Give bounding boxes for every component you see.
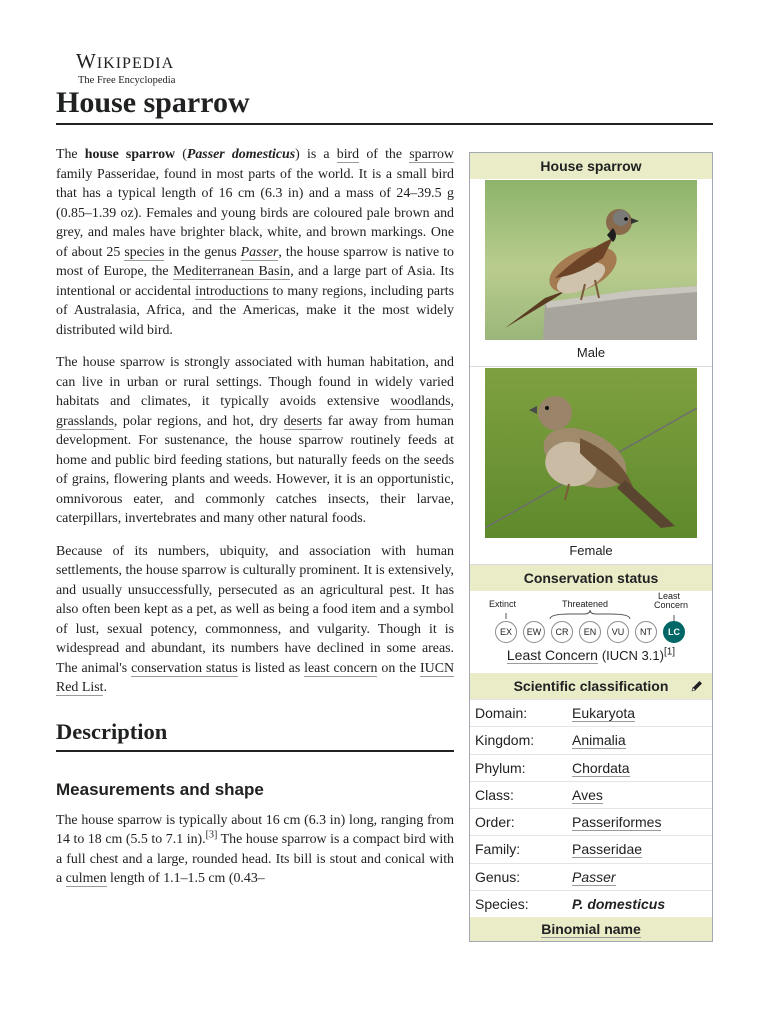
status-ex[interactable]: EX: [495, 621, 517, 643]
logo-wordmark: WIKIPEDIA: [76, 49, 175, 73]
status-nt[interactable]: NT: [635, 621, 657, 643]
article-body: [56, 145, 454, 902]
subsection-heading: Measurements and shape: [56, 779, 264, 799]
classification-row-genus: Genus: Passer: [470, 863, 712, 890]
male-sparrow-image[interactable]: [485, 180, 697, 340]
status-ew[interactable]: EW: [523, 621, 545, 643]
scientific-classification-header: Scientific classification: [470, 673, 712, 699]
status-cr[interactable]: CR: [551, 621, 573, 643]
link-least-concern-status[interactable]: Least Concern: [506, 647, 598, 663]
link-least-concern[interactable]: least concern: [304, 660, 378, 676]
intro-paragraph-3: Because of its numbers, ubiquity, and association with human settlements, the house sparrow is culturally prominent. It is extensively, and usually unsuccessfully, persecuted as an agricultural pest. It has also often been kept as a pet, as well as being a food item and a symbol of lust, sexual potency, commonness, and vulgarity. Though it is widespread and abundant, its numbers have declined in some areas. The animal's conservation status is listed as least concern on the IUCN Red List.: [56, 543, 454, 695]
conservation-status-text: Least Concern (IUCN 3.1)[1]: [506, 646, 676, 663]
classification-row-kingdom: Kingdom: Animalia: [470, 726, 712, 753]
link-passeridae[interactable]: Passeridae: [572, 841, 643, 858]
binomial-name-header: [470, 917, 712, 941]
infobox: [469, 152, 713, 942]
link-conservation-status[interactable]: conservation status: [131, 660, 238, 676]
link-passeriformes[interactable]: Passeriformes: [572, 814, 662, 831]
conservation-scale: [470, 591, 712, 673]
logo-tagline: The Free Encyclopedia: [78, 75, 176, 86]
link-eukaryota[interactable]: Eukaryota: [572, 705, 636, 721]
section-heading-description: Description: [56, 718, 168, 744]
classification-row-phylum: Phylum: Chordata: [470, 754, 712, 781]
intro-paragraph-1: The house sparrow (Passer domesticus) is a bird of the sparrow family Passeridae, found in most parts of the world. It is a small bird that has a typical length of 16 cm (6.3 in) and a mass of 24–39.5 g (0.85–1.39 oz). Females and young birds are coloured pale brown and grey, and males have brighter black, white, and brown markings. One of about 25 species in the genus Passer, the house sparrow is native to most of Europe, the Mediterranean Basin, and a large part of Asia. Its intentional or accidental introductions to many regions, including parts of Australasia, Africa, and the Americas, make it the most widely distributed wild bird.: [56, 147, 454, 338]
link-genus-passer[interactable]: Passer: [572, 868, 616, 885]
status-en[interactable]: EN: [579, 621, 601, 643]
intro-paragraph-2: The house sparrow is strongly associated with human habitation, and can live in urban or rural settings. Though found in widely varied habitats and climates, it typically avoids extensive woodlands, grasslands, polar regions, and hot, dry deserts far away from human development. For sustenance, the house sparrow routinely feeds at home and public bird feeding stations, but naturally feeds on the seeds of grains, flowering plants and weeds. However, it is an opportunistic, omnivorous eater, and commonly catches insects, their larvae, caterpillars, invertebrates and many other natural foods.: [56, 355, 455, 526]
reference-3[interactable]: [3]: [205, 829, 218, 841]
caption-male: Male: [470, 340, 712, 367]
link-bird[interactable]: bird: [336, 147, 360, 162]
section-divider: [56, 750, 454, 752]
label-extinct: Extinct: [489, 599, 517, 609]
link-species[interactable]: species: [124, 244, 165, 260]
title-divider: [56, 123, 713, 125]
caption-female: Female: [470, 538, 712, 565]
classification-row-class: Class: Aves: [470, 781, 712, 808]
link-animalia[interactable]: Animalia: [572, 732, 626, 749]
wikipedia-logo[interactable]: [76, 50, 175, 87]
link-deserts[interactable]: deserts: [283, 413, 323, 429]
infobox-title: House sparrow: [470, 153, 712, 179]
species-name: P. domesticus: [572, 896, 666, 913]
classification-row-family: Family: Passeridae: [470, 835, 712, 862]
link-passer[interactable]: Passer: [240, 244, 279, 260]
link-mediterranean-basin[interactable]: Mediterranean Basin: [173, 264, 291, 279]
label-least: Least: [658, 591, 681, 601]
link-woodlands[interactable]: woodlands: [390, 394, 451, 409]
link-grasslands[interactable]: grasslands: [56, 413, 114, 429]
reference-1[interactable]: [1]: [663, 646, 676, 658]
link-introductions[interactable]: introductions: [195, 283, 269, 299]
label-threatened: Threatened: [562, 599, 609, 609]
description-paragraph: The house sparrow is typically about 16 cm (6.3 in) long, ranging from 14 to 18 cm (5.5 to 7.1 in).[3] The house sparrow is a compact bird with a full chest and a large, rounded head. Its bill is stout and conical with a culmen length of 1.1–1.5 cm (0.43–: [56, 812, 454, 886]
status-lc[interactable]: LC: [663, 621, 685, 643]
classification-row-order: Order: Passeriformes: [470, 808, 712, 835]
link-aves[interactable]: Aves: [572, 786, 603, 803]
female-sparrow-image[interactable]: [485, 368, 697, 538]
link-chordata[interactable]: Chordata: [572, 759, 630, 776]
pencil-icon[interactable]: [690, 679, 704, 693]
page-title: House sparrow: [56, 86, 250, 119]
link-culmen[interactable]: culmen: [65, 871, 107, 886]
status-vu[interactable]: VU: [607, 621, 629, 643]
link-binomial-name[interactable]: Binomial name: [541, 921, 641, 938]
link-sparrow[interactable]: sparrow: [409, 147, 454, 162]
classification-row-species: Species: P. domesticus: [470, 890, 712, 917]
label-concern: Concern: [654, 600, 689, 610]
conservation-status-header: Conservation status: [470, 565, 712, 591]
link-iucn-red-list[interactable]: IUCN Red List: [56, 660, 454, 695]
classification-row-domain: Domain: Eukaryota: [470, 699, 712, 726]
